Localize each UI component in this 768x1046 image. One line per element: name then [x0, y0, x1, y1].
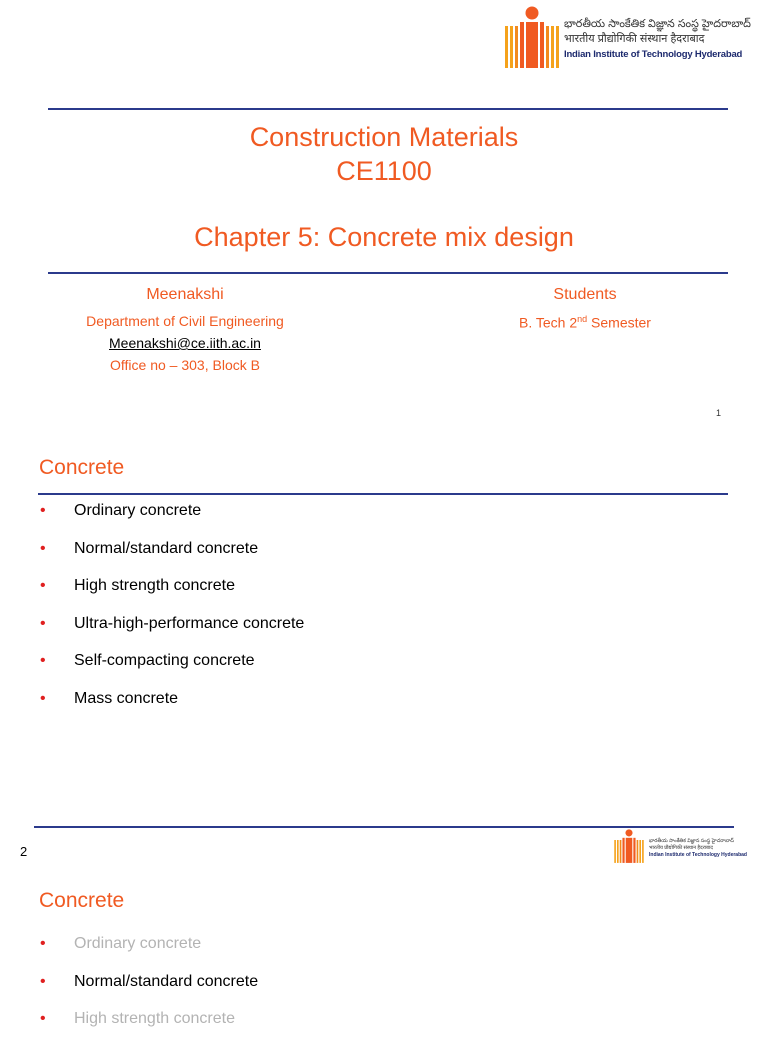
- slide-2-heading: Concrete: [39, 456, 125, 479]
- bullet-dot-icon: •: [40, 689, 46, 707]
- slide-3-heading: Concrete: [39, 889, 125, 912]
- chapter-title: Chapter 5: Concrete mix design: [194, 222, 574, 252]
- program-suffix: Semester: [587, 314, 651, 331]
- audience-block: [480, 284, 690, 332]
- iith-logo: [504, 4, 751, 70]
- program-prefix: B. Tech 2: [519, 314, 578, 331]
- list-item-text: High strength concrete: [74, 1010, 235, 1028]
- list-item-text: Normal/standard concrete: [74, 972, 259, 990]
- instructor-block: [60, 284, 310, 376]
- bullet-dot-icon: •: [40, 652, 46, 670]
- list-item-text: Normal/standard concrete: [74, 539, 259, 557]
- course-title: Construction Materials: [249, 122, 519, 152]
- iith-logo-icon: [613, 828, 645, 864]
- logo-small-telugu: భారతీయ సాంకేతిక విజ్ఞాన సంస్థ హైదరాబాద్: [649, 838, 734, 844]
- iith-logo-small: [613, 828, 747, 864]
- list-item: [40, 1008, 258, 1046]
- page-number-2: 2: [20, 844, 28, 859]
- list-item: [40, 933, 258, 971]
- title-bottom-rule: [48, 272, 728, 274]
- course-code: CE1100: [336, 156, 432, 186]
- list-item: [40, 650, 304, 688]
- instructor-email[interactable]: Meenakshi@ce.iith.ac.in: [109, 335, 261, 351]
- logo-english: Indian Institute of Technology Hyderabad: [564, 49, 743, 60]
- list-item-text: Ordinary concrete: [74, 935, 202, 952]
- bullet-dot-icon: •: [40, 577, 46, 595]
- concrete-types-list-highlight: [40, 933, 258, 1046]
- iith-logo-icon: [504, 4, 560, 70]
- iith-logo-text: [564, 17, 751, 62]
- list-item: [40, 500, 304, 538]
- list-item: [40, 575, 304, 613]
- list-item-text: Ordinary concrete: [74, 502, 202, 519]
- logo-small-hindi: भारतीय प्रौद्योगिकी संस्थान हैदराबाद: [649, 845, 713, 851]
- bullet-dot-icon: •: [40, 935, 46, 952]
- list-item-text: High strength concrete: [74, 577, 235, 595]
- bullet-dot-icon: •: [40, 1010, 46, 1028]
- audience-label: Students: [553, 286, 617, 303]
- bullet-dot-icon: •: [40, 614, 46, 632]
- list-item: [40, 688, 304, 726]
- bullet-dot-icon: •: [40, 502, 46, 519]
- bullet-dot-icon: •: [40, 972, 46, 990]
- logo-hindi: भारतीय प्रौद्योगिकी संस्थान हैदराबाद: [564, 33, 705, 45]
- page-number-1: 1: [716, 408, 722, 418]
- title-top-rule: [48, 108, 728, 110]
- logo-small-english: Indian Institute of Technology Hyderabad: [649, 852, 747, 858]
- audience-program: [480, 310, 690, 332]
- instructor-office: Office no – 303, Block B: [110, 357, 260, 373]
- logo-telugu: భారతీయ సాంకేతిక విజ్ఞాన సంస్థ హైదరాబాద్: [564, 18, 751, 30]
- program-ordinal: nd: [577, 314, 588, 324]
- list-item-text: Self-compacting concrete: [74, 652, 255, 670]
- heading-rule: [38, 493, 728, 495]
- instructor-department: Department of Civil Engineering: [86, 313, 284, 329]
- instructor-name: Meenakshi: [146, 286, 224, 303]
- list-item: [40, 613, 304, 651]
- iith-logo-small-text: [649, 838, 747, 859]
- list-item-text: Mass concrete: [74, 689, 179, 707]
- bullet-dot-icon: •: [40, 539, 46, 557]
- list-item: [40, 538, 304, 576]
- concrete-types-list: [40, 500, 304, 726]
- list-item: [40, 971, 258, 1009]
- list-item-text: Ultra-high-performance concrete: [74, 614, 305, 632]
